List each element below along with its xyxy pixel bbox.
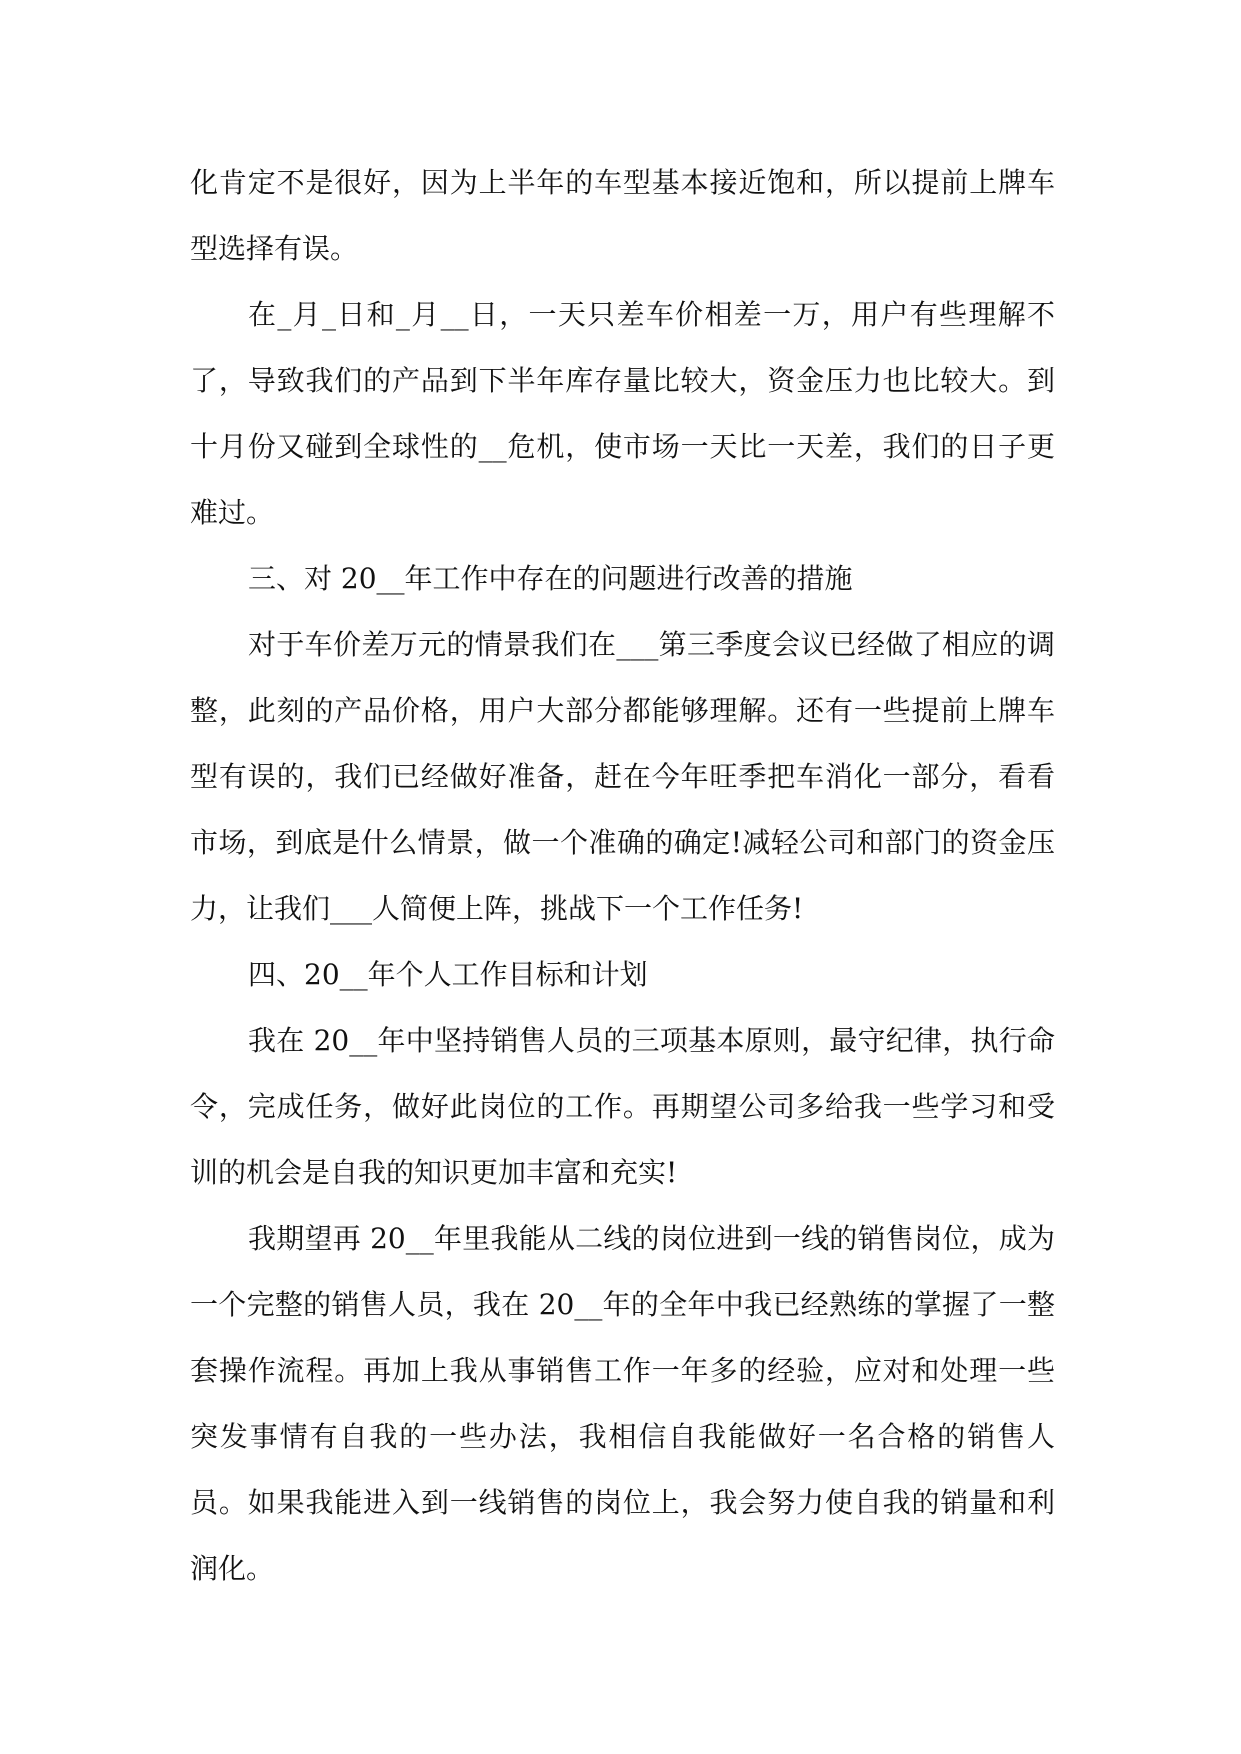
- paragraph-continued: 化肯定不是很好，因为上半年的车型基本接近饱和，所以提前上牌车型选择有误。: [190, 166, 1055, 265]
- document-page: [190, 150, 1055, 1602]
- paragraph-principles: 我在 20__年中坚持销售人员的三项基本原则，最守纪律，执行命令，完成任务，做好此岗位的工作。再期望公司多给我一些学习和受训的机会是自我的知识更加丰富和充实!: [190, 1024, 1055, 1189]
- section-heading-improvement: 三、对 20__年工作中存在的问题进行改善的措施: [248, 562, 853, 595]
- paragraph-career-hope: 我期望再 20__年里我能从二线的岗位进到一线的销售岗位，成为一个完整的销售人员，我在 20__年的全年中我已经熟练的掌握了一整套操作流程。再加上我从事销售工作一年多的经验，应对和处理一些突发事情有自我的一些办法，我相信自我能做好一名合格的销售人员。如果我能进入到一线销售的岗位上，我会努力使自我的销量和利润化。: [190, 1222, 1055, 1585]
- paragraph-price-gap: 在_月_日和_月__日，一天只差车价相差一万，用户有些理解不了，导致我们的产品到下半年库存量比较大，资金压力也比较大。到十月份又碰到全球性的__危机，使市场一天比一天差，我们的日子更难过。: [190, 298, 1055, 529]
- section-heading-goals: 四、20__年个人工作目标和计划: [248, 958, 648, 991]
- paragraph-improvement-measures: 对于车价差万元的情景我们在___第三季度会议已经做了相应的调整，此刻的产品价格，用户大部分都能够理解。还有一些提前上牌车型有误的，我们已经做好准备，赶在今年旺季把车消化一部分，看看市场，到底是什么情景，做一个准确的确定!减轻公司和部门的资金压力，让我们___人简便上阵，挑战下一个工作任务!: [190, 628, 1055, 925]
